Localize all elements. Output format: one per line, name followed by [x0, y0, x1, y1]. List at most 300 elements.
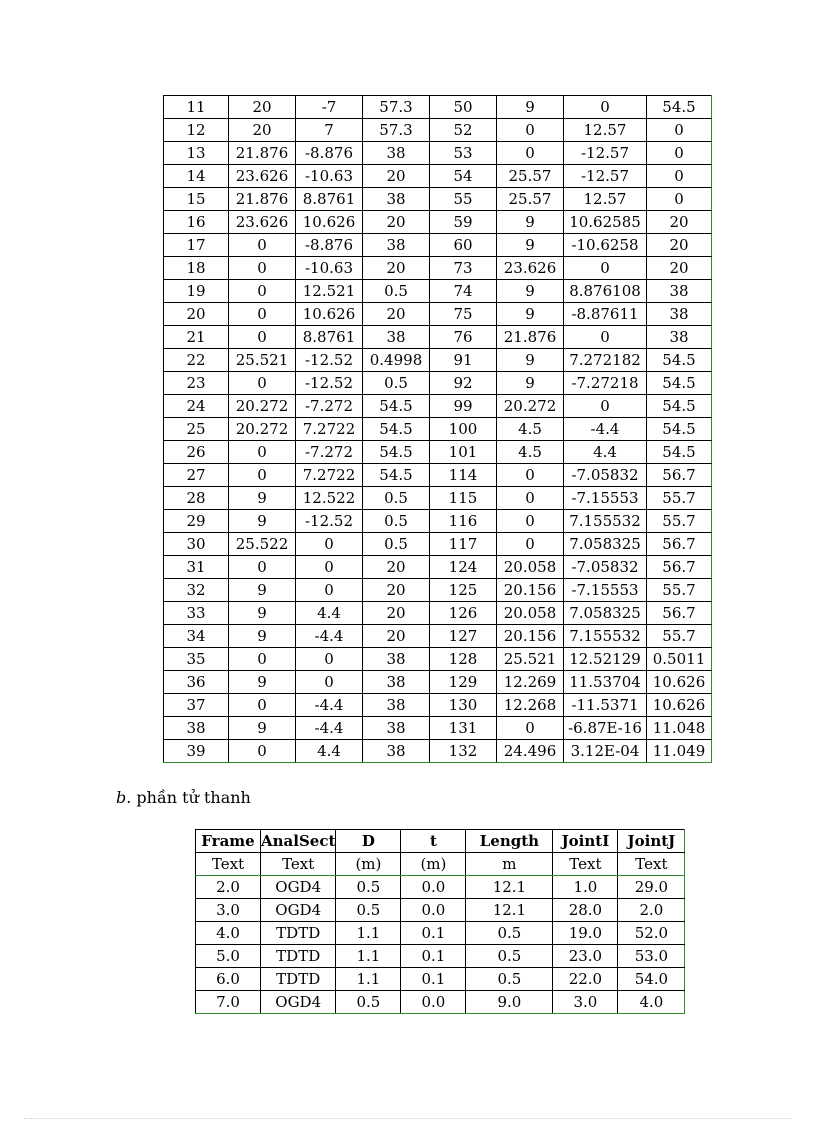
table-cell: 34 [164, 625, 229, 648]
table-cell: 15 [164, 188, 229, 211]
table-cell: 22.0 [553, 968, 618, 991]
table-row [164, 740, 712, 763]
table-cell: 7.2722 [296, 418, 363, 441]
table-cell: 54.5 [647, 395, 712, 418]
table-cell: 0.5 [466, 922, 553, 945]
table-cell: 4.4 [296, 740, 363, 763]
table-cell: -10.63 [296, 257, 363, 280]
table-cell: 54.5 [363, 464, 430, 487]
table-cell: 23.626 [229, 211, 296, 234]
table-cell: 4.5 [497, 441, 564, 464]
table-cell: 38 [647, 280, 712, 303]
table-row [196, 922, 685, 945]
table-cell: 12.57 [564, 119, 647, 142]
table-cell: 60 [430, 234, 497, 257]
table-cell: -11.5371 [564, 694, 647, 717]
table-cell: 38 [647, 303, 712, 326]
table-cell: 0 [229, 280, 296, 303]
unit-jointi: Text [553, 853, 618, 876]
table-cell: 1.0 [553, 876, 618, 899]
table-cell: 0.5 [363, 533, 430, 556]
table-cell: OGD4 [261, 991, 336, 1014]
table-cell: 0.5 [363, 372, 430, 395]
table-cell: 4.0 [618, 991, 685, 1014]
table-cell: 21 [164, 326, 229, 349]
table-cell: 26 [164, 441, 229, 464]
section-caption-text: phần tử thanh [131, 788, 251, 807]
table-cell: 0 [229, 326, 296, 349]
table-cell: 0 [229, 234, 296, 257]
table-cell: 12.52129 [564, 648, 647, 671]
table-cell: 20 [647, 211, 712, 234]
table-row [164, 165, 712, 188]
table-row [164, 418, 712, 441]
table-cell: 27 [164, 464, 229, 487]
table-cell: 0 [296, 533, 363, 556]
table-cell: 38 [363, 671, 430, 694]
table-cell: 28.0 [553, 899, 618, 922]
table-cell: 124 [430, 556, 497, 579]
table-cell: 55 [430, 188, 497, 211]
table-cell: 20 [363, 579, 430, 602]
table-cell: 18 [164, 257, 229, 280]
header-t: t [401, 830, 466, 853]
table-cell: 3.12E-04 [564, 740, 647, 763]
table-row [164, 510, 712, 533]
table-cell: 0.5011 [647, 648, 712, 671]
table-cell: 20.058 [497, 556, 564, 579]
page-footer-divider [24, 1118, 792, 1119]
table-cell: 125 [430, 579, 497, 602]
table-cell: 91 [430, 349, 497, 372]
table-cell: 38 [363, 234, 430, 257]
table-row [164, 671, 712, 694]
table-row [164, 211, 712, 234]
table-cell: 9 [497, 96, 564, 119]
table-cell: 1.1 [336, 945, 401, 968]
table-row [164, 556, 712, 579]
table-cell: 1.1 [336, 968, 401, 991]
table-cell: 59 [430, 211, 497, 234]
table-cell: -6.87E-16 [564, 717, 647, 740]
table-cell: 38 [164, 717, 229, 740]
table-cell: 53 [430, 142, 497, 165]
table-cell: 55.7 [647, 487, 712, 510]
table-cell: 35 [164, 648, 229, 671]
frame-table-head [196, 830, 685, 876]
table-cell: 54.0 [618, 968, 685, 991]
table-cell: 0 [497, 119, 564, 142]
table-cell: 38 [363, 188, 430, 211]
table-cell: 38 [363, 694, 430, 717]
table-cell: 0 [647, 165, 712, 188]
table-cell: 24.496 [497, 740, 564, 763]
table-cell: -4.4 [296, 625, 363, 648]
unit-jointj: Text [618, 853, 685, 876]
table-row [164, 257, 712, 280]
table-cell: -7.15553 [564, 487, 647, 510]
table-cell: 2.0 [618, 899, 685, 922]
table-cell: 36 [164, 671, 229, 694]
table-cell: 30 [164, 533, 229, 556]
table-cell: -7.272 [296, 441, 363, 464]
table-cell: 131 [430, 717, 497, 740]
table-cell: 54.5 [363, 395, 430, 418]
table-cell: OGD4 [261, 899, 336, 922]
table-cell: 0 [647, 188, 712, 211]
table-cell: 23.626 [497, 257, 564, 280]
table-cell: 0.5 [363, 280, 430, 303]
table-cell: 9 [229, 487, 296, 510]
table-cell: 7.0 [196, 991, 261, 1014]
table-cell: 0 [296, 671, 363, 694]
table-row [196, 968, 685, 991]
table-cell: 130 [430, 694, 497, 717]
table-cell: 0 [647, 142, 712, 165]
table-cell: 12.268 [497, 694, 564, 717]
table-cell: 3.0 [553, 991, 618, 1014]
table-row [164, 579, 712, 602]
table-cell: 0.0 [401, 876, 466, 899]
table-cell: 8.8761 [296, 326, 363, 349]
table-cell: 25.522 [229, 533, 296, 556]
table-cell: 73 [430, 257, 497, 280]
table-row [164, 602, 712, 625]
table-cell: 0.5 [336, 876, 401, 899]
table-cell: 21.876 [229, 188, 296, 211]
table-row [164, 648, 712, 671]
table-row [196, 899, 685, 922]
table-cell: -7.15553 [564, 579, 647, 602]
section-caption [116, 788, 251, 807]
table-cell: 100 [430, 418, 497, 441]
table-cell: 0 [296, 648, 363, 671]
table-cell: -7.272 [296, 395, 363, 418]
table-cell: 7.2722 [296, 464, 363, 487]
table-row [164, 625, 712, 648]
table-cell: 33 [164, 602, 229, 625]
table-row [196, 876, 685, 899]
table-cell: 12.521 [296, 280, 363, 303]
table-cell: 0 [497, 510, 564, 533]
header-analsect: AnalSect [261, 830, 336, 853]
table-cell: 0.5 [466, 968, 553, 991]
table-cell: 0 [296, 579, 363, 602]
table-row [164, 349, 712, 372]
table-cell: 92 [430, 372, 497, 395]
table-row [164, 441, 712, 464]
table-row [164, 303, 712, 326]
table-cell: -8.876 [296, 142, 363, 165]
table-cell: 9 [229, 602, 296, 625]
table-cell: 13 [164, 142, 229, 165]
table-cell: 20 [647, 257, 712, 280]
table-cell: 56.7 [647, 602, 712, 625]
table-cell: 25.521 [229, 349, 296, 372]
table-row [164, 326, 712, 349]
table-cell: 20.156 [497, 625, 564, 648]
table-cell: 0 [564, 326, 647, 349]
table-cell: 12 [164, 119, 229, 142]
table-cell: 25.57 [497, 188, 564, 211]
table-cell: 4.0 [196, 922, 261, 945]
table-cell: -7 [296, 96, 363, 119]
table-cell: 7.155532 [564, 510, 647, 533]
table-cell: 0 [497, 717, 564, 740]
table-cell: -10.63 [296, 165, 363, 188]
table-cell: 10.62585 [564, 211, 647, 234]
table-cell: 7.058325 [564, 602, 647, 625]
table-row [196, 991, 685, 1014]
unit-frame: Text [196, 853, 261, 876]
table-cell: 129 [430, 671, 497, 694]
table-cell: TDTD [261, 945, 336, 968]
table-cell: 0 [229, 694, 296, 717]
table-cell: 20 [363, 165, 430, 188]
table-cell: 20 [164, 303, 229, 326]
table-cell: 23.0 [553, 945, 618, 968]
table-row [164, 487, 712, 510]
table-cell: -12.52 [296, 372, 363, 395]
table-cell: 0 [229, 303, 296, 326]
table-cell: 19.0 [553, 922, 618, 945]
table-cell: TDTD [261, 922, 336, 945]
table-cell: 54.5 [647, 441, 712, 464]
table-cell: -12.52 [296, 349, 363, 372]
table-cell: 29 [164, 510, 229, 533]
table-cell: 7.155532 [564, 625, 647, 648]
table-cell: 21.876 [229, 142, 296, 165]
table-cell: 0 [229, 372, 296, 395]
header-frame: Frame [196, 830, 261, 853]
table-cell: 38 [647, 326, 712, 349]
table-cell: 24 [164, 395, 229, 418]
table-cell: 128 [430, 648, 497, 671]
table-cell: 7.058325 [564, 533, 647, 556]
table-cell: 132 [430, 740, 497, 763]
table-row [164, 234, 712, 257]
unit-analsect: Text [261, 853, 336, 876]
table-cell: 20 [229, 96, 296, 119]
table-cell: 0 [564, 395, 647, 418]
table-cell: 0 [647, 119, 712, 142]
table-cell: -8.876 [296, 234, 363, 257]
table-cell: 39 [164, 740, 229, 763]
table-cell: 9 [497, 234, 564, 257]
table-cell: 8.8761 [296, 188, 363, 211]
frame-units-row [196, 853, 685, 876]
table-cell: 0.5 [336, 899, 401, 922]
table-cell: 0.5 [363, 510, 430, 533]
table-cell: 52.0 [618, 922, 685, 945]
table-cell: 32 [164, 579, 229, 602]
table-cell: 12.522 [296, 487, 363, 510]
table-cell: 17 [164, 234, 229, 257]
table-cell: -7.27218 [564, 372, 647, 395]
table-cell: -12.57 [564, 165, 647, 188]
table-cell: 20.272 [229, 395, 296, 418]
table-cell: 21.876 [497, 326, 564, 349]
table-cell: 38 [363, 142, 430, 165]
table-cell: 9.0 [466, 991, 553, 1014]
table-row [164, 694, 712, 717]
table-row [164, 717, 712, 740]
table-cell: 20.156 [497, 579, 564, 602]
table-cell: 9 [497, 211, 564, 234]
table-cell: 4.5 [497, 418, 564, 441]
table-cell: 0.1 [401, 968, 466, 991]
table-cell: 7.272182 [564, 349, 647, 372]
table-cell: 76 [430, 326, 497, 349]
frame-header-row [196, 830, 685, 853]
table-cell: 0.1 [401, 922, 466, 945]
table-cell: 25.521 [497, 648, 564, 671]
table-cell: 57.3 [363, 96, 430, 119]
table-cell: 54 [430, 165, 497, 188]
table-cell: 0 [229, 740, 296, 763]
table-cell: 11.53704 [564, 671, 647, 694]
table-cell: 55.7 [647, 579, 712, 602]
table-cell: 5.0 [196, 945, 261, 968]
table-cell: -10.6258 [564, 234, 647, 257]
unit-t: (m) [401, 853, 466, 876]
table-row [164, 533, 712, 556]
table-cell: 0 [229, 441, 296, 464]
joint-table-body [164, 96, 712, 763]
table-row [164, 119, 712, 142]
table-cell: -12.57 [564, 142, 647, 165]
header-jointj: JointJ [618, 830, 685, 853]
table-cell: 31 [164, 556, 229, 579]
table-row [164, 395, 712, 418]
table-cell: 37 [164, 694, 229, 717]
table-cell: 54.5 [647, 349, 712, 372]
table-cell: TDTD [261, 968, 336, 991]
table-cell: -12.52 [296, 510, 363, 533]
table-cell: 9 [497, 349, 564, 372]
table-cell: 7 [296, 119, 363, 142]
table-cell: 9 [229, 510, 296, 533]
unit-d: (m) [336, 853, 401, 876]
table-cell: 20 [229, 119, 296, 142]
table-cell: 20 [647, 234, 712, 257]
joint-coordinates-table [163, 95, 712, 763]
table-cell: 22 [164, 349, 229, 372]
table-cell: -8.87611 [564, 303, 647, 326]
table-cell: 56.7 [647, 533, 712, 556]
table-cell: 20 [363, 211, 430, 234]
frame-table-body [196, 876, 685, 1014]
table-cell: 2.0 [196, 876, 261, 899]
table-cell: 23.626 [229, 165, 296, 188]
table-cell: 0 [229, 257, 296, 280]
frame-elements-table [195, 829, 685, 1014]
table-cell: 0.0 [401, 991, 466, 1014]
table-cell: 116 [430, 510, 497, 533]
table-cell: 56.7 [647, 556, 712, 579]
table-cell: 0 [497, 533, 564, 556]
header-d: D [336, 830, 401, 853]
table-cell: 38 [363, 326, 430, 349]
table-cell: 56.7 [647, 464, 712, 487]
table-cell: 54.5 [647, 96, 712, 119]
table-cell: 0 [564, 257, 647, 280]
table-row [164, 96, 712, 119]
table-cell: 54.5 [363, 441, 430, 464]
table-cell: 8.876108 [564, 280, 647, 303]
table-cell: 14 [164, 165, 229, 188]
table-cell: -7.05832 [564, 464, 647, 487]
table-cell: 20.272 [229, 418, 296, 441]
table-cell: 0 [229, 556, 296, 579]
table-cell: 114 [430, 464, 497, 487]
table-cell: 25.57 [497, 165, 564, 188]
table-row [164, 142, 712, 165]
table-cell: 20 [363, 257, 430, 280]
unit-length: m [466, 853, 553, 876]
table-row [164, 280, 712, 303]
table-cell: 0.4998 [363, 349, 430, 372]
table-cell: 0 [229, 648, 296, 671]
table-cell: 12.57 [564, 188, 647, 211]
table-cell: 0.5 [363, 487, 430, 510]
table-cell: 54.5 [647, 418, 712, 441]
table-cell: 10.626 [647, 671, 712, 694]
table-cell: 20.272 [497, 395, 564, 418]
table-cell: 55.7 [647, 625, 712, 648]
table-cell: 11.048 [647, 717, 712, 740]
table-cell: 75 [430, 303, 497, 326]
table-cell: 11.049 [647, 740, 712, 763]
table-cell: 55.7 [647, 510, 712, 533]
table-cell: 3.0 [196, 899, 261, 922]
table-cell: 9 [229, 625, 296, 648]
table-cell: 12.1 [466, 876, 553, 899]
table-cell: 16 [164, 211, 229, 234]
table-cell: 10.626 [296, 303, 363, 326]
table-cell: 38 [363, 717, 430, 740]
table-cell: 12.1 [466, 899, 553, 922]
table-cell: 11 [164, 96, 229, 119]
table-cell: 0.1 [401, 945, 466, 968]
table-cell: 9 [229, 579, 296, 602]
table-cell: 20 [363, 556, 430, 579]
table-cell: 53.0 [618, 945, 685, 968]
table-cell: 0 [497, 464, 564, 487]
table-cell: -4.4 [296, 717, 363, 740]
section-caption-label: b. [116, 788, 132, 807]
table-cell: 99 [430, 395, 497, 418]
table-cell: 20 [363, 602, 430, 625]
table-cell: 0 [564, 96, 647, 119]
table-cell: 0.5 [336, 991, 401, 1014]
table-cell: 9 [497, 280, 564, 303]
table-cell: -7.05832 [564, 556, 647, 579]
table-row [164, 372, 712, 395]
table-row [164, 188, 712, 211]
table-cell: 0 [296, 556, 363, 579]
table-cell: OGD4 [261, 876, 336, 899]
table-cell: 54.5 [363, 418, 430, 441]
table-cell: 126 [430, 602, 497, 625]
table-cell: 50 [430, 96, 497, 119]
table-row [164, 464, 712, 487]
table-cell: 0 [497, 142, 564, 165]
table-cell: 12.269 [497, 671, 564, 694]
table-cell: 29.0 [618, 876, 685, 899]
table-cell: 10.626 [647, 694, 712, 717]
table-cell: 10.626 [296, 211, 363, 234]
